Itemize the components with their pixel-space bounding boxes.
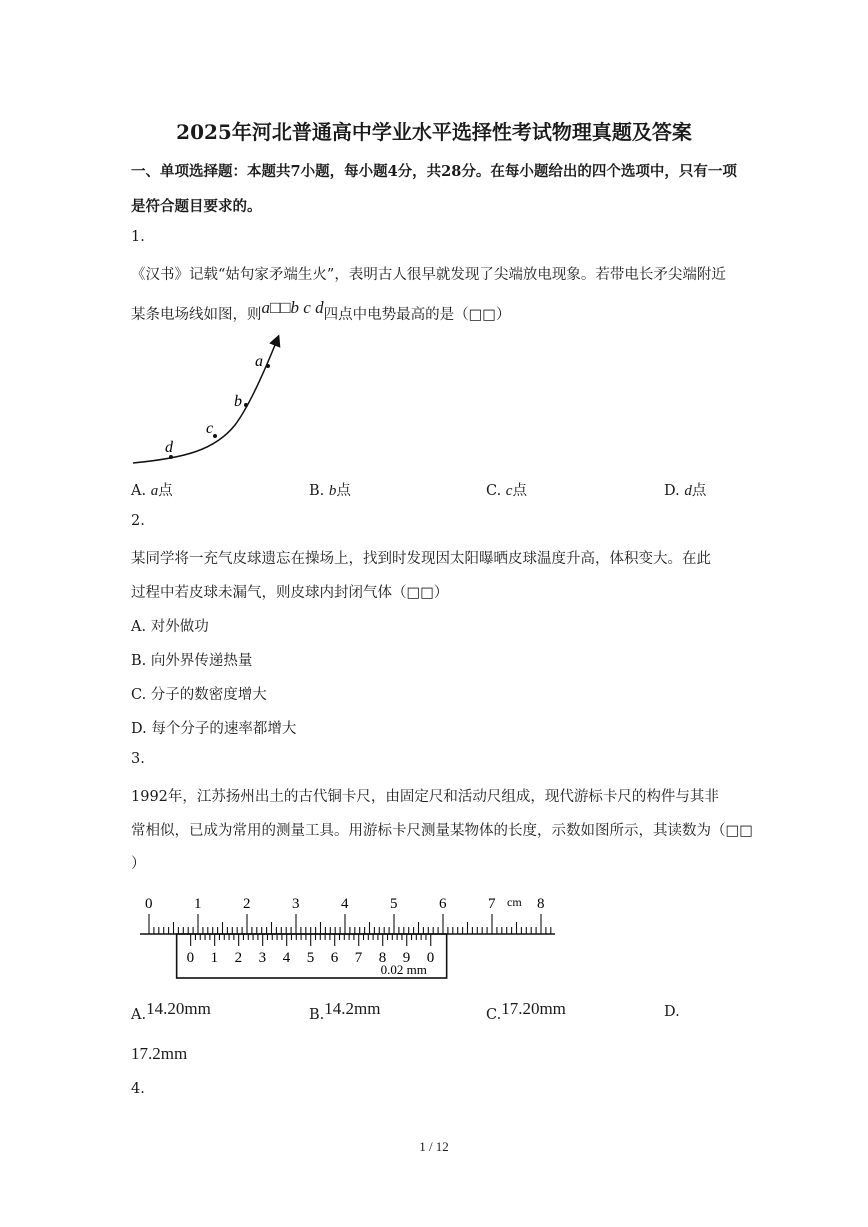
option-text: 点 <box>512 483 527 499</box>
vernier-label: 3 <box>258 950 267 966</box>
q3-number: 3. <box>131 751 145 767</box>
main-scale-label: 6 <box>439 896 447 912</box>
section-heading-line1: 一、单项选择题：本题共7小题，每小题4分，共28分。在每小题给出的四个选项中，只有一项 <box>131 163 737 180</box>
main-scale-unit: cm <box>507 895 522 909</box>
main-scale-label: 4 <box>341 896 349 912</box>
section-heading-line2: 是符合题目要求的。 <box>131 198 262 215</box>
q2-option-d[interactable]: D. 每个分子的速率都增大 <box>131 721 297 737</box>
q3-text-line1: 1992年，江苏扬州出土的古代铜卡尺，由固定尺和活动尺组成，现代游标卡尺的构件与其非 <box>131 789 719 805</box>
option-value: 14.20mm <box>146 999 211 1018</box>
point-c <box>213 434 217 438</box>
q2-text-line1: 某同学将一充气皮球遗忘在操场上，找到时发现因太阳曝晒皮球温度升高，体积变大。在此 <box>131 551 711 567</box>
q3-option-c[interactable] <box>486 999 566 1024</box>
option-letter: C. <box>486 1007 502 1023</box>
option-letter: B. <box>309 1007 325 1023</box>
q1-option-a[interactable] <box>131 479 173 500</box>
vernier-label: 6 <box>330 950 339 966</box>
document-title: 2025年河北普通高中学业水平选择性考试物理真题及答案 <box>176 120 692 144</box>
q3-option-b[interactable] <box>309 999 381 1024</box>
option-var: a <box>150 483 159 499</box>
vernier-caliper-figure <box>135 888 560 984</box>
vernier-label: 2 <box>234 950 243 966</box>
q1-option-c[interactable] <box>486 479 527 500</box>
q1-field-line-figure <box>125 330 295 470</box>
vernier-label: 1 <box>210 950 219 966</box>
label-d: d <box>165 439 173 456</box>
vernier-label: 9 <box>402 950 411 966</box>
vernier-label: 7 <box>354 950 363 966</box>
main-scale-label: 7 <box>488 896 496 912</box>
q1-variables: a□□b c d <box>261 298 324 317</box>
option-var: c <box>505 483 513 499</box>
q4-number: 4. <box>131 1081 145 1097</box>
point-b <box>244 403 248 407</box>
option-var: d <box>684 483 692 499</box>
vernier-label: 5 <box>306 950 315 966</box>
q1-number: 1. <box>131 229 145 245</box>
q2-text-line2: 过程中若皮球未漏气，则皮球内封闭气体（□□） <box>131 585 449 601</box>
vernier-label: 4 <box>282 950 291 966</box>
page-number: 1 / 12 <box>419 1139 449 1154</box>
q1-text-line2-post: 四点中电势最高的是（□□） <box>323 307 511 323</box>
vernier-scale <box>177 934 447 978</box>
point-a <box>266 364 270 368</box>
q3-option-a[interactable] <box>131 999 211 1024</box>
main-scale-label: 1 <box>194 896 202 912</box>
q3-option-d[interactable] <box>664 1004 680 1020</box>
option-text: 点 <box>691 483 707 499</box>
q3-option-d-value: 17.2mm <box>131 1044 188 1063</box>
main-scale-label: 5 <box>390 896 398 912</box>
option-var: b <box>328 483 337 499</box>
option-value: 14.2mm <box>324 999 381 1018</box>
label-b: b <box>234 393 242 410</box>
q2-option-b[interactable]: B. 向外界传递热量 <box>131 653 253 669</box>
label-a: a <box>255 353 263 370</box>
vernier-label: 0 <box>426 950 435 966</box>
q1-text-line1: 《汉书》记载“姑句家矛端生火”，表明古人很早就发现了尖端放电现象。若带电长矛尖端附近 <box>131 267 726 283</box>
option-letter: C. <box>486 483 502 499</box>
main-scale-label: 3 <box>292 896 300 912</box>
q3-text-line2: 常相似，已成为常用的测量工具。用游标卡尺测量某物体的长度，示数如图所示，其读数为（□□ <box>131 823 753 839</box>
option-letter: D. <box>664 1004 680 1020</box>
option-text: 点 <box>336 483 351 499</box>
option-letter: A. <box>131 483 147 499</box>
q2-option-c[interactable]: C. 分子的数密度增大 <box>131 687 267 703</box>
vernier-label: 8 <box>378 950 387 966</box>
q1-text-line2-pre: 某条电场线如图，则 <box>131 307 262 323</box>
main-scale <box>140 895 555 934</box>
main-scale-label: 0 <box>145 896 153 912</box>
option-text: 点 <box>158 483 173 499</box>
q1-option-b[interactable] <box>309 479 351 500</box>
option-letter: D. <box>664 483 680 499</box>
q1-text-line2 <box>131 298 511 324</box>
vernier-precision: 0.02 mm <box>380 962 427 977</box>
label-c: c <box>206 420 214 437</box>
q1-option-d[interactable] <box>664 479 706 500</box>
main-scale-label: 8 <box>537 896 545 912</box>
q3-text-line3: ） <box>131 856 146 872</box>
vernier-label: 0 <box>186 950 195 966</box>
option-letter: A. <box>131 1007 147 1023</box>
main-scale-label: 2 <box>243 896 251 912</box>
option-value: 17.20mm <box>501 999 566 1018</box>
option-letter: B. <box>309 483 325 499</box>
q2-option-a[interactable]: A. 对外做功 <box>131 619 209 635</box>
q2-number: 2. <box>131 513 145 529</box>
